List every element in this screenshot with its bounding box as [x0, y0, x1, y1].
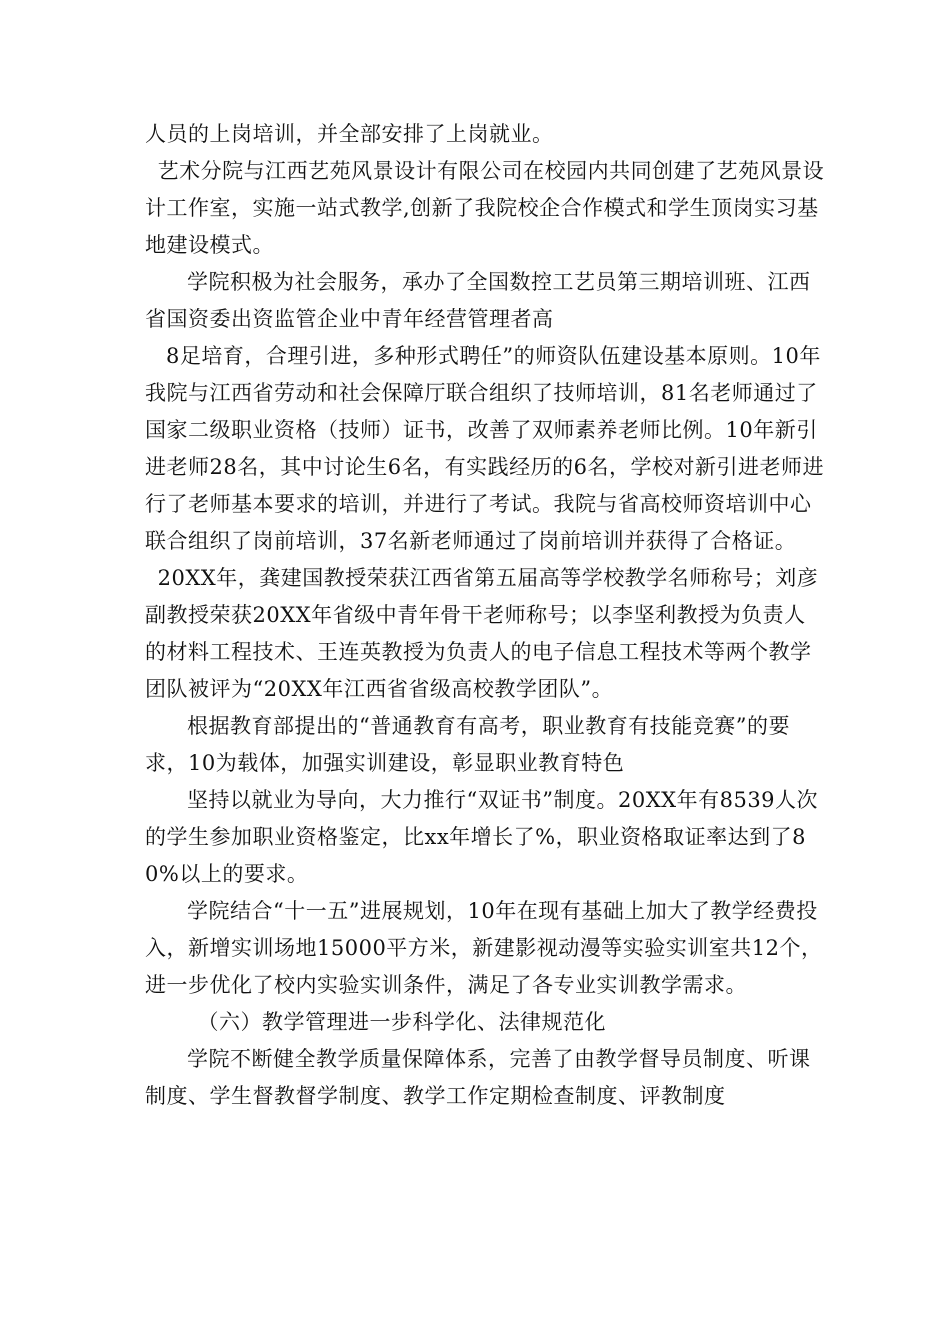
paragraph-7: 坚持以就业为导向，大力推行“双证书”制度。20XX年有8539人次的学生参加职业资格鉴定，比xx年增长了%，职业资格取证率达到了80%以上的要求。: [145, 788, 819, 886]
paragraph-8: 学院结合“十一五”进展规划，10年在现有基础上加大了教学经费投入，新增实训场地15000平方米，新建影视动漫等实验实训室共12个，进一步优化了校内实验实训条件，满足了各专业实训教学需求。: [145, 899, 823, 997]
paragraph-5: 20XX年，龚建国教授荣获江西省第五届高等学校教学名师称号；刘彦副教授荣获20XX年省级中青年骨干老师称号；以李坚利教授为负责人的材料工程技术、王连英教授为负责人的电子信息工程技术等两个教学团队被评为“20XX年江西省省级高校教学团队”。: [145, 566, 819, 701]
paragraph-3: 学院积极为社会服务，承办了全国数控工艺员第三期培训班、江西省国资委出资监管企业中青年经营管理者高: [145, 270, 811, 331]
paragraph-1: 人员的上岗培训，并全部安排了上岗就业。: [145, 122, 554, 146]
paragraph-9: 学院不断健全教学质量保障体系，完善了由教学督导员制度、听课制度、学生督教督学制度、教学工作定期检查制度、评教制度: [145, 1047, 811, 1108]
paragraph-4: 8足培育，合理引进，多种形式聘任”的师资队伍建设基本原则。10年我院与江西省劳动和社会保障厅联合组织了技师培训，81名老师通过了国家二级职业资格（技师）证书，改善了双师素养老师比例。10年新引进老师28名，其中讨论生6名，有实践经历的6名，学校对新引进老师进行了老师基本要求的培训，并进行了考试。我院与省高校师资培训中心联合组织了岗前培训，37名新老师通过了岗前培训并获得了合格证。: [145, 344, 824, 553]
paragraph-2: 艺术分院与江西艺苑风景设计有限公司在校园内共同创建了艺苑风景设计工作室，实施一站式教学,创新了我院校企合作模式和学生顶岗实习基地建设模式。: [145, 159, 825, 257]
paragraph-6: 根据教育部提出的“普通教育有高考，职业教育有技能竞赛”的要求，10为载体，加强实训建设，彰显职业教育特色: [145, 714, 790, 775]
document-body: [145, 116, 825, 1115]
section-heading: （六）教学管理进一步科学化、法律规范化: [197, 1010, 606, 1034]
